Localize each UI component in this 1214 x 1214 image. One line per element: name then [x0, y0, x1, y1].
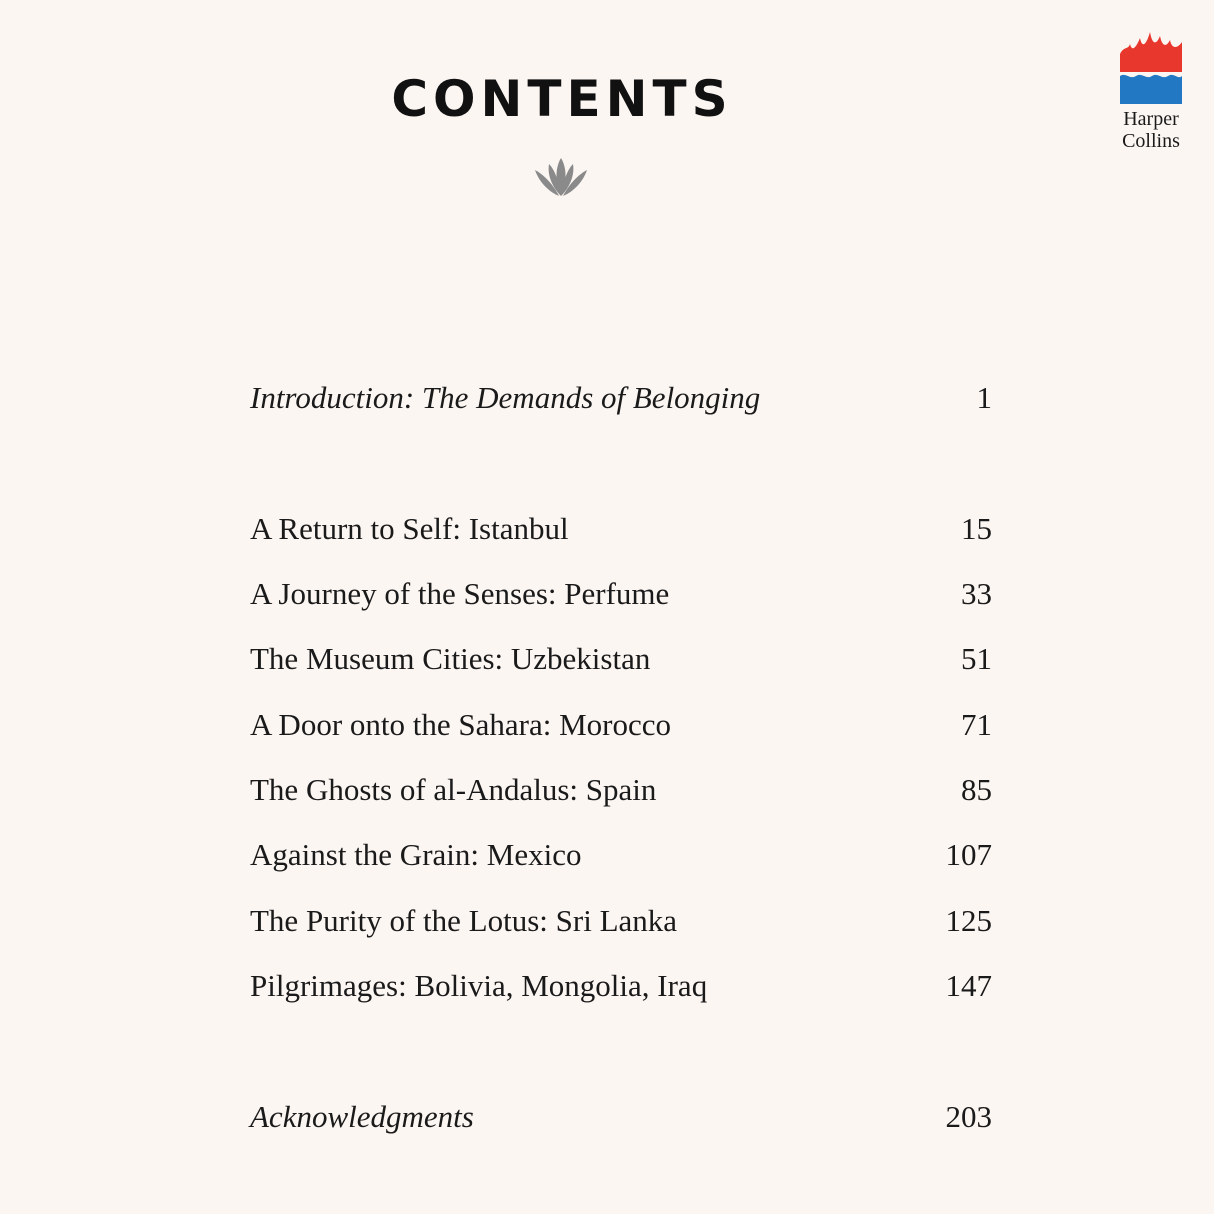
entry-page: 203 — [945, 1099, 992, 1134]
toc-entry[interactable] — [250, 835, 992, 875]
entry-title: A Return to Self: Istanbul — [250, 511, 569, 546]
toc-entry[interactable] — [250, 574, 992, 614]
entry-title: Against the Grain: Mexico — [250, 837, 582, 872]
fire-and-water-icon — [1116, 28, 1186, 106]
publisher-logo — [1116, 28, 1186, 152]
entry-title: Pilgrimages: Bolivia, Mongolia, Iraq — [250, 968, 708, 1003]
entry-title: The Museum Cities: Uzbekistan — [250, 641, 651, 676]
entry-title: Acknowledgments — [250, 1099, 474, 1134]
entry-page: 15 — [961, 511, 992, 546]
entry-title: The Purity of the Lotus: Sri Lanka — [250, 903, 678, 938]
entry-title: A Door onto the Sahara: Morocco — [250, 707, 671, 742]
entry-title: Introduction: The Demands of Belonging — [250, 380, 761, 415]
page-title: CONTENTS — [391, 70, 733, 128]
toc-entry[interactable] — [250, 901, 992, 941]
logo-line-collins: Collins — [1122, 130, 1180, 152]
toc-entry[interactable] — [250, 639, 992, 679]
entry-title: A Journey of the Senses: Perfume — [250, 576, 670, 611]
entry-page: 33 — [961, 576, 992, 611]
entry-page: 125 — [945, 903, 992, 938]
toc-entry-acknowledgments[interactable] — [250, 1097, 992, 1137]
entry-page: 51 — [961, 641, 992, 676]
logo-line-harper: Harper — [1123, 108, 1179, 130]
entry-page: 85 — [961, 772, 992, 807]
entry-page: 107 — [945, 837, 992, 872]
toc-entry[interactable] — [250, 705, 992, 745]
toc-entry-introduction[interactable] — [250, 378, 992, 418]
lotus-icon — [531, 152, 591, 202]
entry-page: 71 — [961, 707, 992, 742]
entry-page: 147 — [945, 968, 992, 1003]
toc-entry[interactable] — [250, 770, 992, 810]
entry-page: 1 — [976, 380, 992, 415]
entry-title: The Ghosts of al-Andalus: Spain — [250, 772, 657, 807]
toc-entry[interactable] — [250, 966, 992, 1006]
toc-entry[interactable] — [250, 509, 992, 549]
